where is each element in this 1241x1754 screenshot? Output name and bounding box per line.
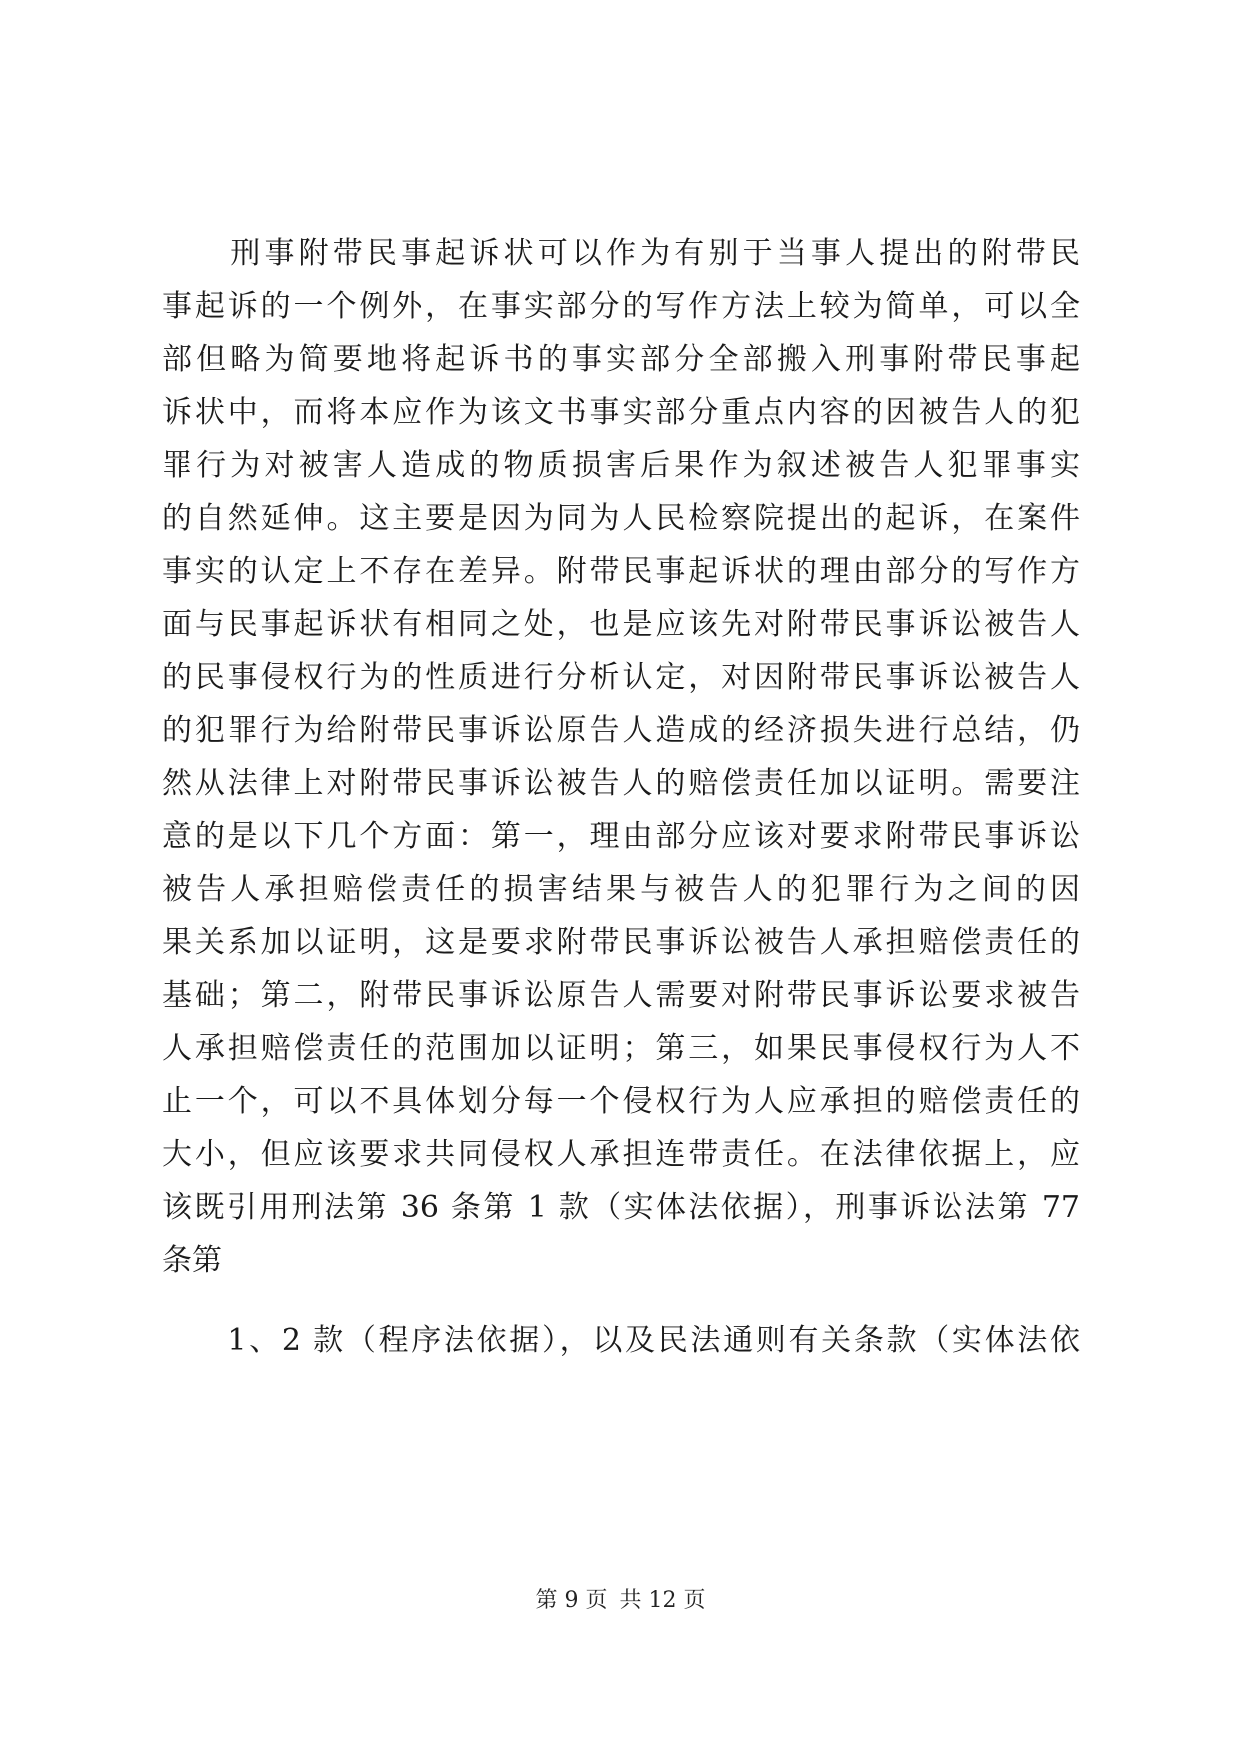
paragraph-line: 事实的认定上不存在差异。附带民事起诉状的理由部分的写作方 bbox=[162, 554, 1080, 589]
paragraph-line: 意的是以下几个方面：第一，理由部分应该对要求附带民事诉讼 bbox=[162, 819, 1080, 854]
paragraph-line: 大小，但应该要求共同侵权人承担连带责任。在法律依据上，应 bbox=[162, 1137, 1080, 1172]
paragraph-line: 1、2 款（程序法依据），以及民法通则有关条款（实体法依 bbox=[162, 1323, 1080, 1358]
paragraph-line: 事起诉的一个例外，在事实部分的写作方法上较为简单，可以全 bbox=[162, 289, 1080, 324]
page-footer bbox=[0, 1586, 1241, 1616]
paragraph-line: 该既引用刑法第 36 条第 1 款（实体法依据），刑事诉讼法第 77 bbox=[162, 1190, 1080, 1225]
paragraph-line: 部但略为简要地将起诉书的事实部分全部搬入刑事附带民事起 bbox=[162, 342, 1080, 377]
paragraph-line: 罪行为对被害人造成的物质损害后果作为叙述被告人犯罪事实 bbox=[162, 448, 1080, 483]
paragraph-line: 止一个，可以不具体划分每一个侵权行为人应承担的赔偿责任的 bbox=[162, 1084, 1080, 1119]
paragraph-line: 人承担赔偿责任的范围加以证明；第三，如果民事侵权行为人不 bbox=[162, 1031, 1080, 1066]
paragraph-spacer bbox=[162, 1287, 1080, 1314]
paragraph-line: 然从法律上对附带民事诉讼被告人的赔偿责任加以证明。需要注 bbox=[162, 766, 1080, 801]
paragraph-line: 面与民事起诉状有相同之处，也是应该先对附带民事诉讼被告人 bbox=[162, 607, 1080, 642]
paragraph-line: 果关系加以证明，这是要求附带民事诉讼被告人承担赔偿责任的 bbox=[162, 925, 1080, 960]
paragraph-line: 诉状中，而将本应作为该文书事实部分重点内容的因被告人的犯 bbox=[162, 395, 1080, 430]
paragraph-line: 条第 bbox=[162, 1243, 222, 1278]
paragraph-line: 被告人承担赔偿责任的损害结果与被告人的犯罪行为之间的因 bbox=[162, 872, 1080, 907]
page-total: 共 12 页 bbox=[619, 1588, 706, 1613]
paragraph-line: 刑事附带民事起诉状可以作为有别于当事人提出的附带民 bbox=[162, 236, 1080, 271]
page-number: 第 9 页 bbox=[535, 1588, 608, 1613]
paragraph-line: 的犯罪行为给附带民事诉讼原告人造成的经济损失进行总结，仍 bbox=[162, 713, 1080, 748]
paragraph-line: 基础；第二，附带民事诉讼原告人需要对附带民事诉讼要求被告 bbox=[162, 978, 1080, 1013]
body-text bbox=[162, 227, 1080, 1367]
paragraph-line: 的自然延伸。这主要是因为同为人民检察院提出的起诉，在案件 bbox=[162, 501, 1080, 536]
paragraph-line: 的民事侵权行为的性质进行分析认定，对因附带民事诉讼被告人 bbox=[162, 660, 1080, 695]
